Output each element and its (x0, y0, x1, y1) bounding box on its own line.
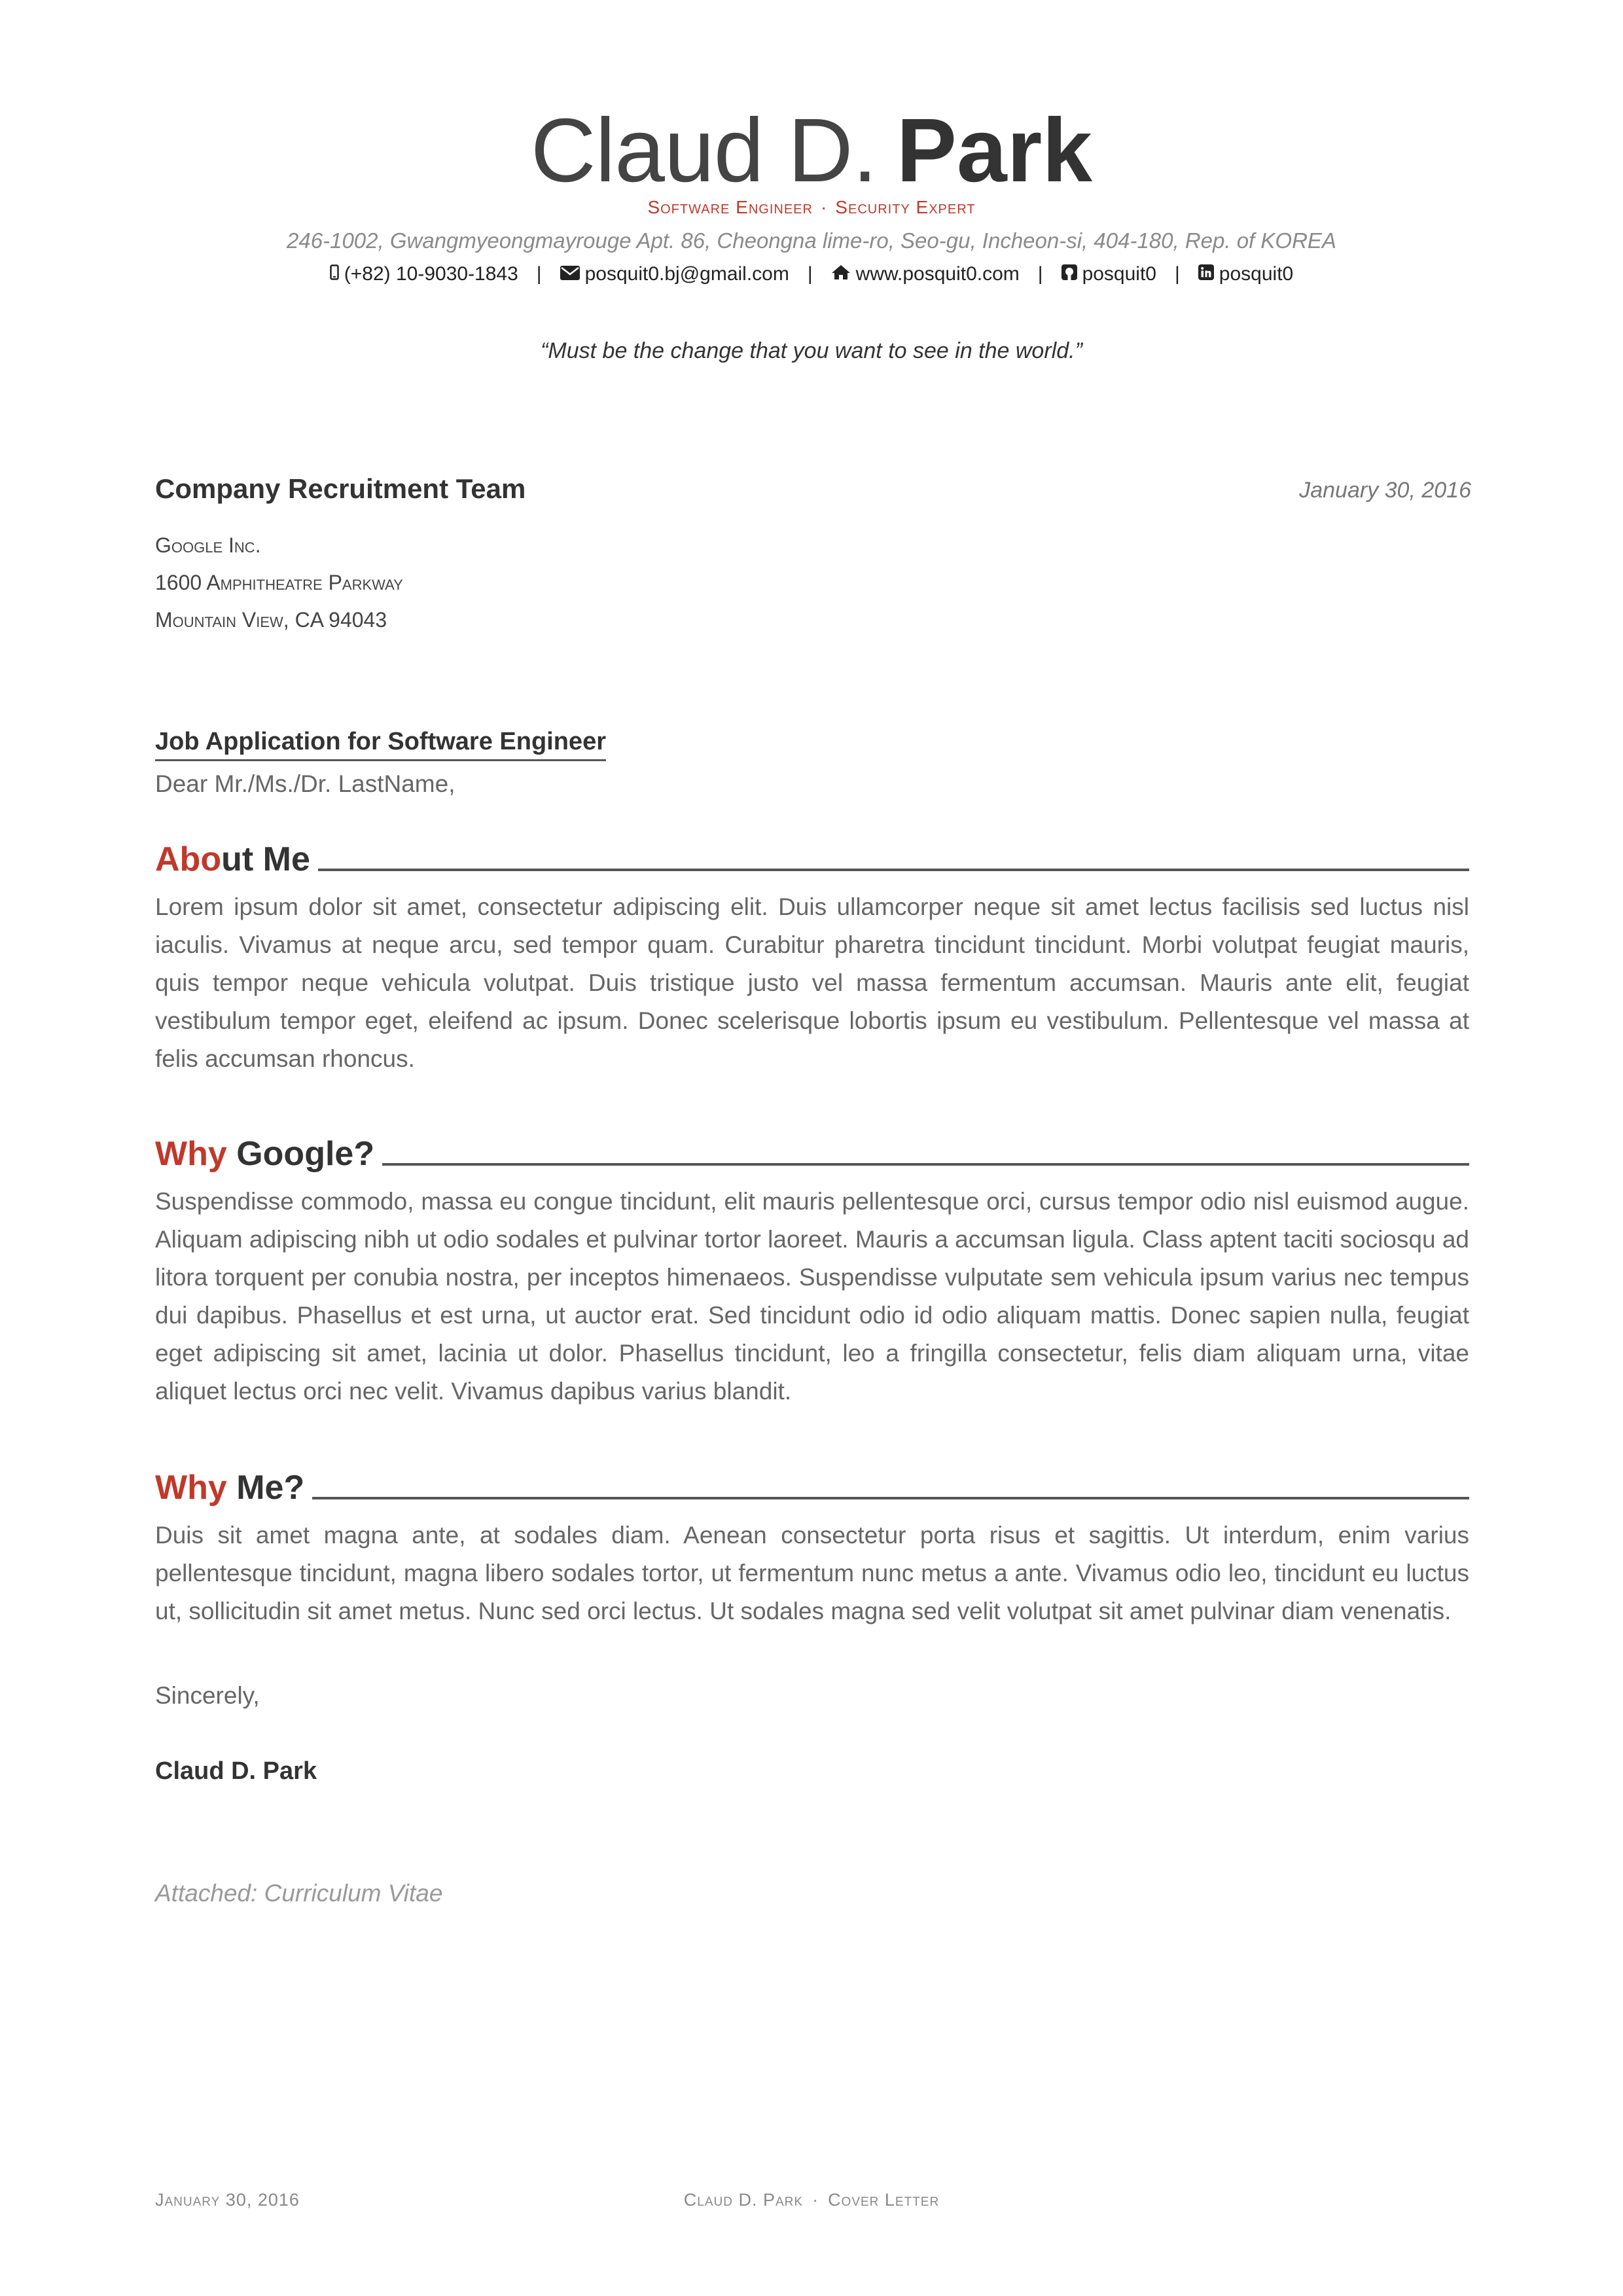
section-body: Duis sit amet magna ante, at sodales diam. Aenean consectetur porta risus et sagittis. Ut interdum, enim varius pellentesque tincidunt, magna libero sodales tortor, ut fermentum nunc metus a ante. Vivamus odio leo, tincidunt eu luctus ut, sollicitudin sit amet metus. Nunc sed orci lectus. Ut sodales magna sed velit volutpat sit amet pulvinar diam venenatis. (155, 1522, 1469, 1624)
section-heading (155, 840, 1469, 879)
section-title-highlight: Why (155, 1469, 227, 1507)
homepage-text: www.posquit0.com (855, 263, 1020, 285)
recipient-line: Mountain View, CA 94043 (155, 608, 387, 632)
contact-github[interactable] (1061, 262, 1156, 287)
section-title (155, 1468, 304, 1507)
section-why-me (155, 1468, 1469, 1630)
section-rule (312, 1497, 1469, 1499)
position-separator: · (820, 197, 828, 217)
contact-separator: | (536, 263, 542, 285)
envelope-icon (560, 262, 580, 287)
section-title-rest: ut Me (221, 840, 310, 878)
contact-separator: | (1175, 263, 1180, 285)
contact-linkedin[interactable] (1198, 262, 1293, 287)
section-title (155, 840, 310, 879)
contact-homepage[interactable] (831, 262, 1020, 287)
section-title-rest: Google? (226, 1135, 375, 1173)
letter-date: January 30, 2016 (1299, 478, 1471, 503)
footer-name: Claud D. Park (683, 2190, 804, 2210)
contact-separator: | (1037, 263, 1043, 285)
mobile-icon (330, 262, 339, 287)
section-title-highlight: Why (155, 1135, 227, 1173)
position-title: Software Engineer (647, 197, 813, 217)
last-name: Park (896, 100, 1093, 201)
position-title: Security Expert (835, 197, 976, 217)
recipient-line: Google Inc. (155, 533, 261, 557)
section-heading (155, 1468, 1469, 1507)
salutation: Dear Mr./Ms./Dr. LastName, (155, 770, 455, 797)
section-about-me (155, 840, 1469, 1078)
section-rule (318, 869, 1469, 871)
section-title (155, 1134, 374, 1174)
footer-doc-title: Cover Letter (828, 2190, 940, 2210)
section-body: Suspendisse commodo, massa eu congue tincidunt, elit mauris pellentesque orci, cursus tempor odio nisl euismod augue. Aliquam adipiscing nibh ut odio sodales et pulvinar tortor laoreet. Mauris a accumsan ligula. Class aptent taciti sociosqu ad litora torquent per conubia nostra, per inceptos himenaeos. Suspendisse vulputate sem vehicula ipsum varius nec tempus dui dapibus. Phasellus et est urna, ut auctor erat. Sed tincidunt odio id odio aliquam mattis. Donec sapien nulla, feugiat eget adipiscing sit amet, lacinia ut dolor. Phasellus tincidunt, leo a fringilla consectetur, felis diam aliquam urna, vitae aliquet lectus orci nec velit. Vivamus dapibus varius blandit. (155, 1188, 1469, 1405)
closing: Sincerely, (155, 1682, 260, 1709)
linkedin-icon (1198, 262, 1214, 287)
first-name: Claud D. (530, 100, 877, 201)
attachment-note: Attached: Curriculum Vitae (155, 1880, 443, 1907)
mobile-text: (+82) 10-9030-1843 (344, 263, 518, 285)
github-text: posquit0 (1082, 263, 1156, 285)
contact-line (0, 262, 1623, 287)
footer-date: January 30, 2016 (155, 2190, 300, 2210)
github-icon (1061, 262, 1077, 287)
contact-email[interactable] (560, 262, 789, 287)
signer-name: Claud D. Park (155, 1757, 317, 1785)
quote: “Must be the change that you want to see in the world.” (541, 338, 1082, 363)
section-rule (382, 1163, 1469, 1166)
contact-mobile[interactable] (330, 262, 518, 287)
home-icon (831, 262, 851, 287)
recipient-name: Company Recruitment Team (155, 473, 526, 504)
address: 246-1002, Gwangmyeongmayrouge Apt. 86, Cheongna lime-ro, Seo-gu, Incheon-si, 404-180, Rep. of KOREA (287, 228, 1336, 253)
section-why-google (155, 1134, 1469, 1410)
section-body: Lorem ipsum dolor sit amet, consectetur adipiscing elit. Duis ullamcorper neque sit amet lectus facilisis sed luctus nisl iaculis. Vivamus at neque arcu, sed tempor quam. Curabitur pharetra tincidunt tincidunt. Morbi volutpat feugiat mauris, quis tempor neque vehicula volutpat. Duis tristique justo vel massa fermentum accumsan. Mauris ante elit, feugiat vestibulum tempor eget, eleifend ac ipsum. Donec scelerisque lobortis ipsum eu vestibulum. Pellentesque vel massa at felis accumsan rhoncus. (155, 893, 1469, 1072)
section-heading (155, 1134, 1469, 1174)
contact-separator: | (807, 263, 813, 285)
applicant-name (0, 98, 1623, 203)
linkedin-text: posquit0 (1219, 263, 1294, 285)
footer-center (0, 2189, 1623, 2211)
email-text: posquit0.bj@gmail.com (584, 263, 789, 285)
section-title-highlight: Abo (155, 840, 222, 878)
footer-separator: · (812, 2190, 819, 2210)
letter-subject: Job Application for Software Engineer (155, 726, 606, 761)
recipient-line: 1600 Amphitheatre Parkway (155, 571, 403, 594)
recipient-address (155, 527, 403, 639)
section-title-rest: Me? (226, 1469, 305, 1507)
position-line (0, 196, 1623, 219)
